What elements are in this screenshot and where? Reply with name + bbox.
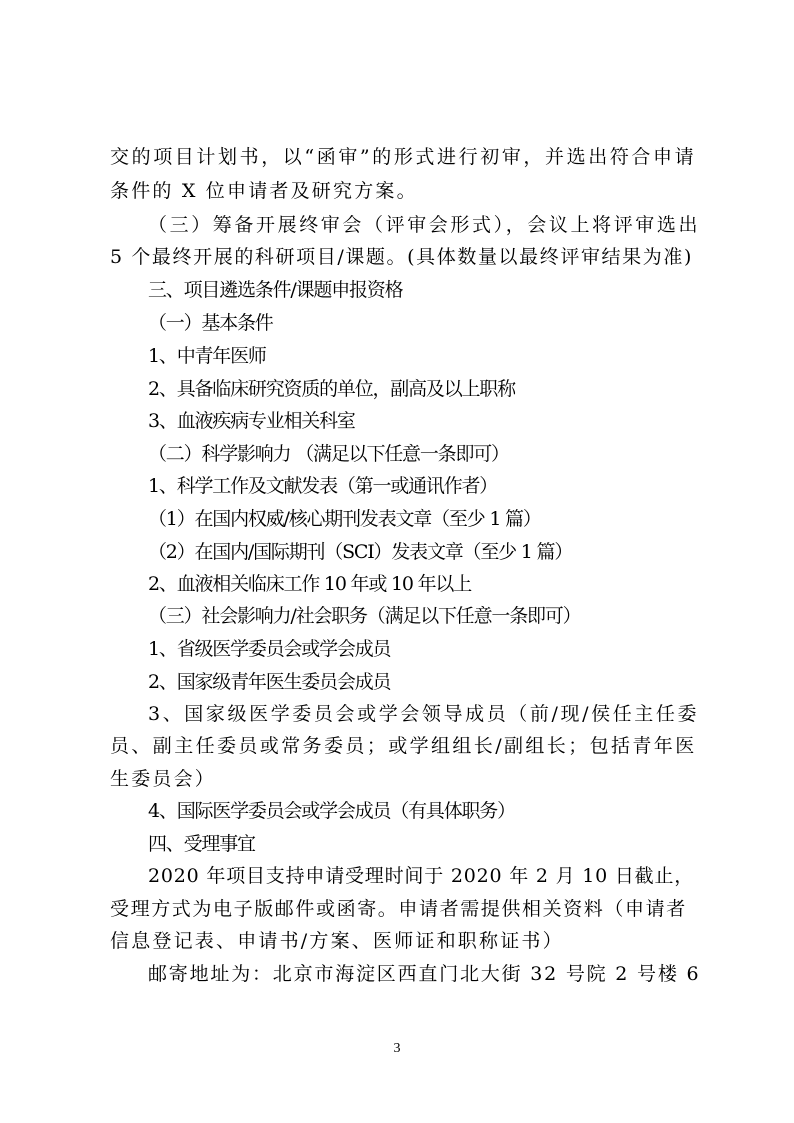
list-item: 1、科学工作及文献发表（第一或通讯作者）: [148, 475, 498, 497]
text-line: 邮寄地址为：北京市海淀区西直门北大街 32 号院 2 号楼 6: [148, 963, 701, 985]
text-line: 员、副主任委员或常务委员；或学组组长/副组长；包括青年医: [110, 735, 697, 757]
list-item: （2）在国内/国际期刊（SCI）发表文章（至少 1 篇）: [148, 541, 573, 563]
text-line: 2020 年项目支持申请受理时间于 2020 年 2 月 10 日截止，: [148, 865, 695, 887]
list-item: （1）在国内权威/核心期刊发表文章（至少 1 篇）: [148, 508, 541, 530]
text-line: 信息登记表、申请书/方案、医师证和职称证书）: [110, 930, 564, 952]
list-item: 4、国际医学委员会或学会成员（有具体职务）: [148, 800, 515, 822]
list-item: 1、中青年医师: [148, 345, 266, 367]
list-item: 2、具备临床研究资质的单位，副高及以上职称: [148, 378, 515, 400]
section-heading: 三、项目遴选条件/课题申报资格: [148, 279, 403, 301]
section-heading: 四、受理事宜: [148, 833, 255, 855]
subsection-heading: （二）科学影响力 （满足以下任意一条即可）: [148, 443, 509, 465]
list-item: 3、血液疾病专业相关科室: [148, 410, 355, 432]
text-line: 交的项目计划书，以“函审”的形式进行初审，并选出符合申请: [110, 146, 697, 168]
list-item: 2、血液相关临床工作 10 年或 10 年以上: [148, 573, 472, 595]
subsection-heading: （一）基本条件: [148, 312, 273, 334]
subsection-heading: （三）社会影响力/社会职务（满足以下任意一条即可）: [148, 605, 581, 627]
text-line: （三）筹备开展终审会（评审会形式），会议上将评审选出: [148, 214, 701, 236]
text-line: 生委员会）: [110, 768, 217, 790]
list-item: 3、国家级医学委员会或学会领导成员（前/现/侯任主任委: [148, 703, 700, 725]
text-line: 条件的 X 位申请者及研究方案。: [110, 180, 418, 202]
list-item: 2、国家级青年医生委员会成员: [148, 671, 391, 693]
list-item: 1、省级医学委员会或学会成员: [148, 638, 391, 660]
text-line: 5 个最终开展的科研项目/课题。(具体数量以最终评审结果为准): [110, 246, 693, 268]
page-number: 3: [393, 1041, 401, 1056]
text-line: 受理方式为电子版邮件或函寄。申请者需提供相关资料（申请者: [110, 898, 687, 920]
